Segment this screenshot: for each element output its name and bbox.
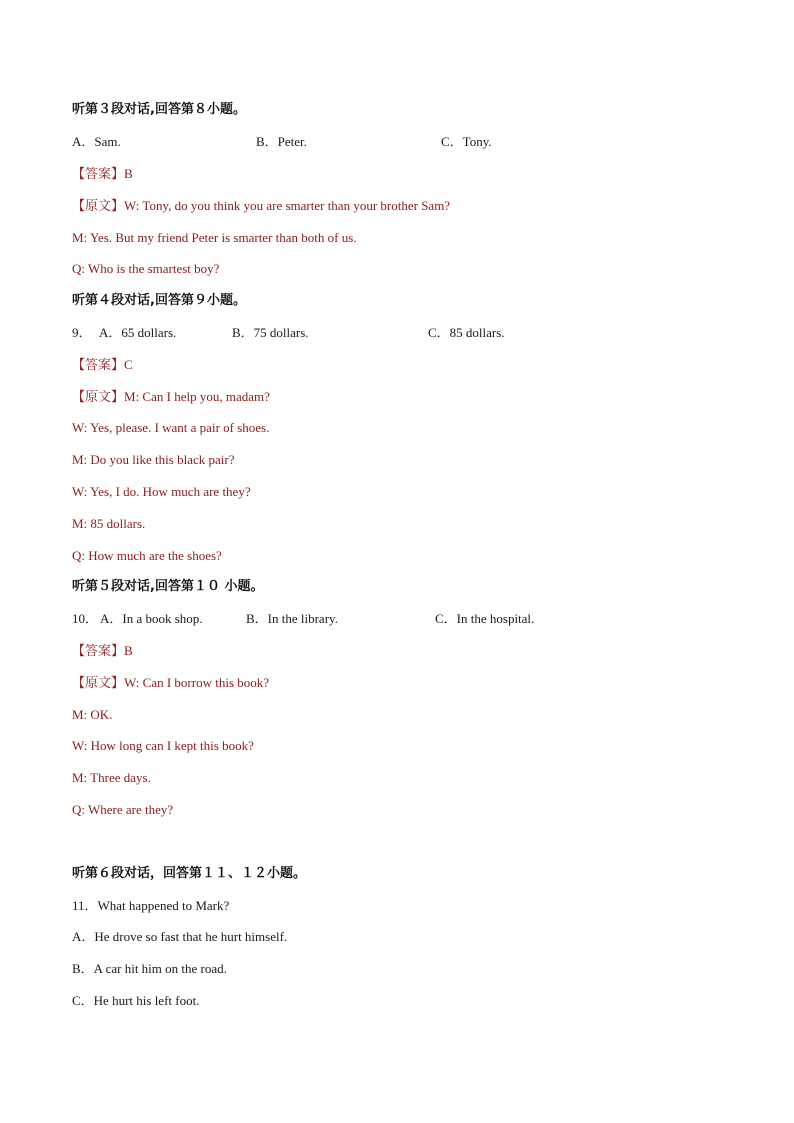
script-tag: 【原文】 bbox=[72, 675, 125, 690]
script-line bbox=[72, 388, 270, 406]
option-b: B．In the library. bbox=[246, 611, 338, 626]
answer-tag: 【答案】 bbox=[72, 357, 125, 372]
option-a: A．Sam. bbox=[72, 134, 121, 149]
script-text: W: Can I borrow this book? bbox=[124, 675, 270, 690]
answer-value: B bbox=[124, 643, 133, 658]
option-b: B．75 dollars. bbox=[232, 325, 309, 340]
answer-tag: 【答案】 bbox=[72, 166, 125, 181]
option-c: C．85 dollars. bbox=[428, 325, 505, 340]
script-line bbox=[72, 197, 450, 215]
script-line: Q: Where are they? bbox=[72, 802, 174, 817]
script-line: M: OK. bbox=[72, 707, 113, 722]
script-line: Q: Who is the smartest boy? bbox=[72, 261, 220, 276]
option-a: A．65 dollars. bbox=[99, 325, 177, 340]
option-a: A．He drove so fast that he hurt himself. bbox=[72, 929, 288, 944]
script-line: W: Yes, I do. How much are they? bbox=[72, 484, 251, 499]
script-line: M: Yes. But my friend Peter is smarter than both of us. bbox=[72, 230, 357, 245]
section-heading: 听第３段对话,回答第８小题。 bbox=[72, 102, 246, 117]
script-line: M: Do you like this black pair? bbox=[72, 452, 235, 467]
answer-line bbox=[72, 642, 133, 660]
script-text: W: Tony, do you think you are smarter than your brother Sam? bbox=[124, 198, 451, 213]
question-line: 11．What happened to Mark? bbox=[72, 898, 230, 913]
script-tag: 【原文】 bbox=[72, 389, 125, 404]
script-line: Q: How much are the shoes? bbox=[72, 548, 222, 563]
script-line bbox=[72, 674, 269, 692]
answer-value: B bbox=[124, 166, 133, 181]
option-c: C．Tony. bbox=[441, 134, 492, 149]
answer-line bbox=[72, 356, 133, 374]
script-line: W: Yes, please. I want a pair of shoes. bbox=[72, 420, 270, 435]
script-line: M: Three days. bbox=[72, 770, 151, 785]
script-tag: 【原文】 bbox=[72, 198, 125, 213]
answer-line bbox=[72, 165, 133, 183]
option-b: B．Peter. bbox=[256, 134, 307, 149]
answer-tag: 【答案】 bbox=[72, 643, 125, 658]
script-line: W: How long can I kept this book? bbox=[72, 738, 254, 753]
script-line: M: 85 dollars. bbox=[72, 516, 146, 531]
option-c: C．In the hospital. bbox=[435, 611, 535, 626]
option-b: B．A car hit him on the road. bbox=[72, 961, 227, 976]
section-heading: 听第４段对话,回答第９小题。 bbox=[72, 293, 246, 308]
question-number: 10． bbox=[72, 611, 99, 626]
section-heading: 听第６段对话，回答第１１、１２小题。 bbox=[72, 866, 307, 881]
option-c: C．He hurt his left foot. bbox=[72, 993, 200, 1008]
answer-value: C bbox=[124, 357, 133, 372]
section-heading: 听第５段对话,回答第１０ 小题。 bbox=[72, 579, 264, 594]
question-number: 9． bbox=[72, 325, 92, 340]
script-text: M: Can I help you, madam? bbox=[124, 389, 270, 404]
option-a: A．In a book shop. bbox=[100, 611, 203, 626]
